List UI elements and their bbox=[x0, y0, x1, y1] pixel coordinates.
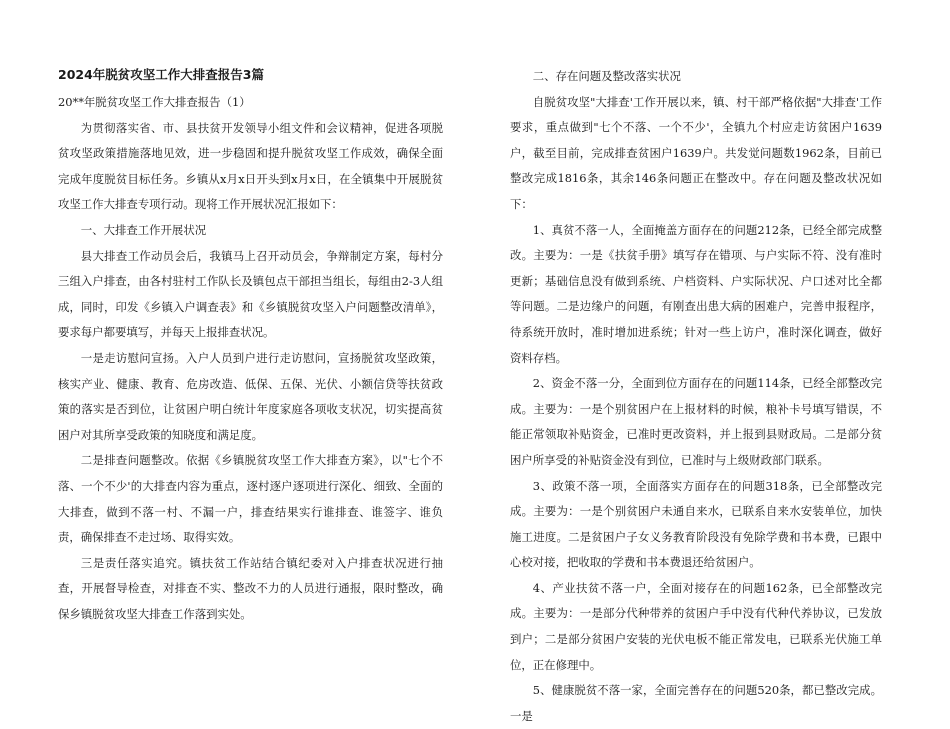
body-paragraph: 二是排查问题整改。依据《乡镇脱贫攻坚工作大排查方案》，以"七个不落、一个不少'的大排查内容为重点，逐村逐户逐项进行深化、细致、全面的大排查，做到不落一村、不漏一户，排查结果实行谁排查、谁签字、谁负责，确保排查不走过场、取得实效。 bbox=[58, 453, 443, 545]
body-paragraph: 1、真贫不落一人，全面掩盖方面存在的问题212条，已经全部完成整改。主要为：一是《扶贫手册》填写存在错项、与户实际不符、没有准时更新；基础信息没有做到系统、户档资料、户实际状况、户口述对比全都等问题。二是边缘户的问题，有刚查出患大病的困难户，完善申报程序，待系统开放时，准时增加进系统；针对一些上访户，准时深化调查，做好资料存档。 bbox=[510, 222, 882, 365]
document-title: 2024年脱贫攻坚工作大排查报告3篇 bbox=[58, 67, 264, 82]
section-heading-2: 二、存在问题及整改落实状况 bbox=[532, 69, 681, 83]
body-paragraph: 3、政策不落一项，全面落实方面存在的问题318条，已全部整改完成。主要为：一是个别贫困户未通自来水，已联系自来水安装单位，加快施工进度。二是贫困户子女义务教育阶段没有免除学费和书本费，已跟中心校对接，把收取的学费和书本费退还给贫困户。 bbox=[510, 478, 882, 570]
body-paragraph: 县大排查工作动员会后，我镇马上召开动员会，争辩制定方案，每村分三组入户排查，由各村驻村工作队长及镇包点干部担当组长，每组由2-3人组成，同时，印发《乡镇入户调查表》和《乡镇脱贫攻坚入户问题整改清单》，要求每户都要填写，并每天上报排查状况。 bbox=[58, 248, 443, 340]
section-heading-1: 一、大排查工作开展状况 bbox=[80, 222, 207, 237]
body-paragraph: 5、健康脱贫不落一家，全面完善存在的问题520条，都已整改完成。一是 bbox=[510, 683, 882, 723]
report-subtitle: 20**年脱贫攻坚工作大排查报告（1） bbox=[58, 95, 251, 109]
left-column bbox=[58, 64, 443, 627]
body-paragraph: 自脱贫攻坚"大排查'工作开展以来，镇、村干部严格依据"大排查'工作要求，重点做到"七个不落、一个不少'，全镇九个村应走访贫困户1639户，截至目前，完成排查贫困户1639户。共发觉问题数1962条，目前已整改完成1816条，其余146条问题正在整改中。存在问题及整改状况如下： bbox=[510, 94, 882, 211]
body-paragraph: 一是走访慰问宣扬。入户人员到户进行走访慰问，宣扬脱贫攻坚政策，核实产业、健康、教育、危房改造、低保、五保、光伏、小额信贷等扶贫政策的落实是否到位，让贫困户明白统计年度家庭各项收支状况，切实提高贫困户对其所享受政策的知晓度和满足度。 bbox=[58, 350, 443, 442]
body-paragraph: 三是责任落实追究。镇扶贫工作站结合镇纪委对入户排查状况进行抽查，开展督导检查，对排查不实、整改不力的人员进行通报，限时整改，确保乡镇脱贫攻坚大排查工作落到实处。 bbox=[58, 555, 443, 621]
body-paragraph: 2、资金不落一分，全面到位方面存在的问题114条，已经全部整改完成。主要为：一是个别贫困户在上报材料的时候，粮补卡号填写错误，不能正常领取补贴资金，已准时更改资料，并上报到县财政局。二是部分贫困户所享受的补贴资金没有到位，已准时与上级财政部门联系。 bbox=[510, 376, 882, 467]
intro-paragraph: 为贯彻落实省、市、县扶贫开发领导小组文件和会议精神，促进各项脱贫攻坚政策措施落地见效，进一步稳固和提升脱贫攻坚工作成效，确保全面完成年度脱贫目标任务。乡镇从x月x日开头到x月x日，在全镇集中开展脱贫攻坚工作大排查专项行动。现将工作开展状况汇报如下： bbox=[58, 120, 443, 212]
right-column bbox=[510, 64, 882, 729]
body-paragraph: 4、产业扶贫不落一户，全面对接存在的问题162条，已全部整改完成。主要为：一是部分代种带养的贫困户手中没有代种代养协议，已发放到户；二是部分贫困户安装的光伏电板不能正常发电，已联系光伏施工单位，正在修理中。 bbox=[510, 580, 882, 672]
